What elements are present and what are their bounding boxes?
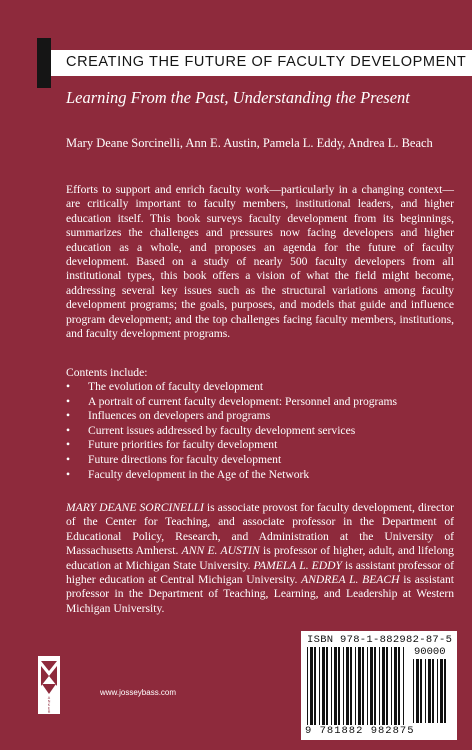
list-item-text: A portrait of current faculty development: Personnel and programs — [88, 394, 398, 408]
barcode-box — [301, 631, 457, 740]
publisher-url: www.josseybass.com — [100, 688, 177, 697]
list-item — [66, 380, 397, 395]
ean-number: 9 781882 982875 — [305, 725, 415, 737]
list-item-text: Future priorities for faculty development — [88, 438, 278, 452]
author-name: ANN E. AUSTIN — [181, 544, 260, 558]
svg-text:K: K — [47, 703, 51, 707]
list-item — [66, 438, 397, 453]
book-subtitle: Learning From the Past, Understanding the Present — [66, 88, 410, 107]
bio-text: is professor of higher, adult, and lifelong education at Michigan State University. — [66, 544, 454, 572]
isbn-text: ISBN 978-1-882982-87-5 — [307, 634, 453, 646]
list-item — [66, 409, 397, 424]
list-item-text: Influences on developers and programs — [88, 409, 271, 423]
spine-accent-bar — [37, 38, 51, 88]
bio-text: is assistant professor in the Department of Teaching, Learning, and Leadership at Western Michigan University. — [66, 573, 454, 615]
series-title: CREATING THE FUTURE OF FACULTY DEVELOPMENT — [66, 54, 467, 70]
list-item — [66, 424, 397, 439]
author-name: MARY DEANE SORCINELLI — [66, 501, 204, 514]
svg-text:A: A — [47, 696, 51, 700]
list-item-text: Future directions for faculty development — [88, 452, 282, 466]
contents-heading: Contents include: — [66, 366, 148, 379]
svg-text:R: R — [47, 710, 51, 714]
svg-text:N: N — [47, 699, 51, 704]
bullet-icon: • — [66, 438, 71, 452]
bio-text: is associate provost for faculty development, director of the Center for Teaching, and associate professor in the Department of Educational Policy, Research, and Administration at the University of Massachusetts Amherst. — [66, 501, 455, 558]
list-item — [66, 468, 397, 483]
price-code: 90000 — [414, 646, 446, 658]
author-name: ANDREA L. BEACH — [301, 573, 400, 587]
bullet-icon: • — [66, 409, 71, 423]
list-item — [66, 453, 397, 468]
list-item-text: The evolution of faculty development — [88, 380, 264, 393]
author-bios — [66, 501, 454, 616]
list-item — [66, 395, 397, 410]
bio-text: is assistant professor of higher education at Central Michigan University. — [66, 558, 454, 587]
contents-list — [66, 380, 397, 482]
book-description: Efforts to support and enrich faculty work—particularly in a changing context—are critically important to faculty members, institutional leaders, and higher education itself. This book surveys faculty development from its beginnings, summarizes the challenges and pressures now facing developers and higher education as a whole, and proposes an agenda for the future of faculty development. Based on a study of nearly 500 faculty developers from all institutional types, this book offers a vision of what the field might become, addressing several key issues such as the structural variations among faculty development programs; the goals, purposes, and models that guide and influence program development; and the top challenges facing faculty members, institutions, and faculty development programs. — [66, 183, 454, 341]
anker-logo-icon — [38, 656, 60, 714]
bullet-icon: • — [66, 394, 71, 408]
barcode-graphic — [307, 647, 407, 725]
author-name: PAMELA L. EDDY — [253, 558, 342, 572]
svg-text:E: E — [47, 706, 51, 711]
bullet-icon: • — [66, 423, 71, 437]
bullet-icon: • — [66, 452, 71, 466]
price-barcode-graphic — [413, 659, 449, 723]
list-item-text: Current issues addressed by faculty development services — [88, 423, 356, 437]
bullet-icon: • — [66, 380, 71, 393]
bullet-icon: • — [66, 467, 71, 481]
list-item-text: Faculty development in the Age of the Network — [88, 467, 310, 481]
author-list: Mary Deane Sorcinelli, Ann E. Austin, Pamela L. Eddy, Andrea L. Beach — [66, 136, 433, 150]
